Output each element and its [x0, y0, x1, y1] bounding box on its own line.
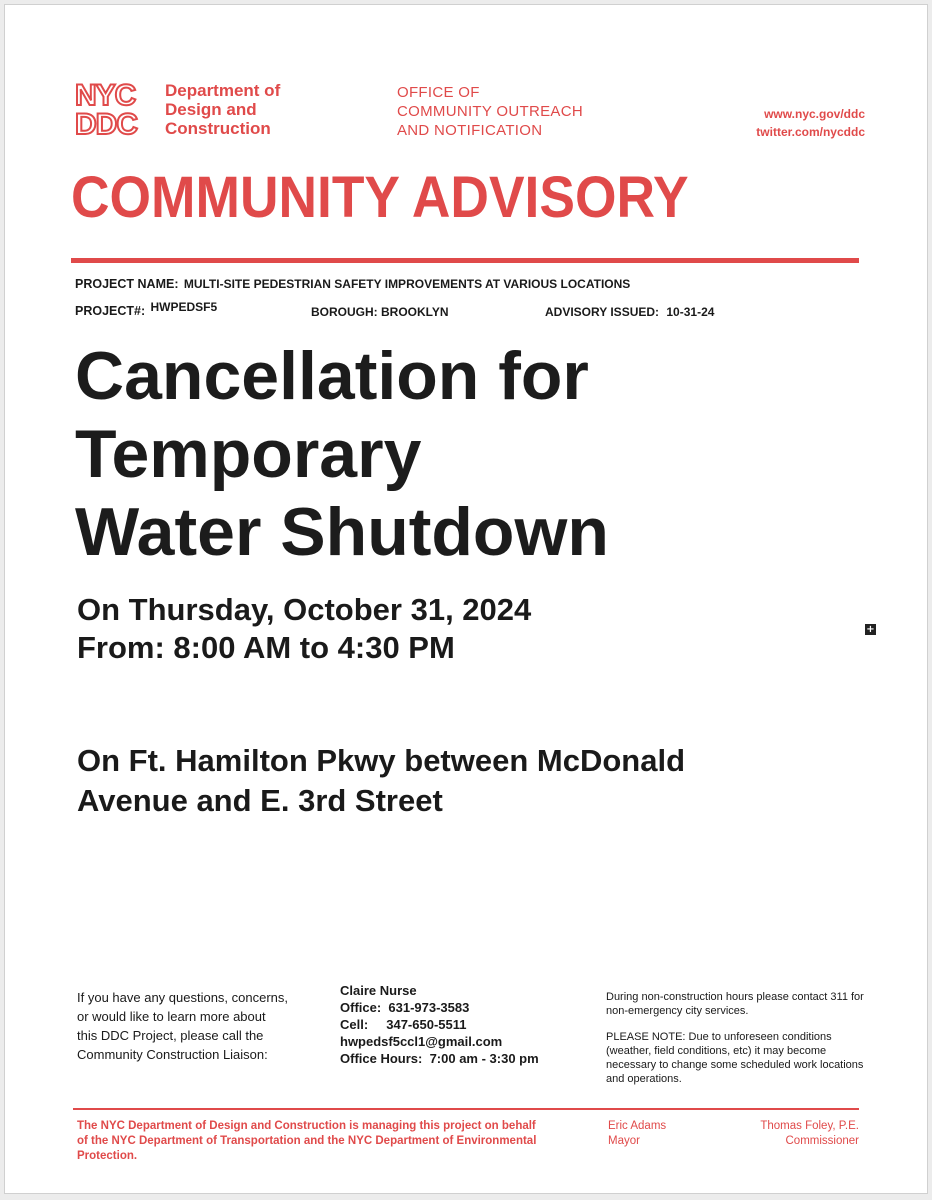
borough-value: BROOKLYN: [381, 305, 449, 319]
nyc-ddc-logo: [73, 79, 159, 137]
liaison-office-hours: Office Hours: 7:00 am - 3:30 pm: [340, 1051, 539, 1066]
plus-icon[interactable]: +: [866, 624, 875, 635]
schedule-date: On Thursday, October 31, 2024: [77, 592, 532, 627]
commissioner-signature: [705, 1119, 859, 1149]
mayor-name: Eric Adams: [608, 1120, 667, 1132]
office-name: OFFICE OF COMMUNITY OUTREACH AND NOTIFICATION: [397, 84, 583, 139]
commissioner-title: Commissioner: [785, 1135, 859, 1147]
issued-label: ADVISORY ISSUED:: [545, 305, 660, 319]
department-name: Department of Design and Construction: [165, 81, 281, 138]
project-number-row: [75, 300, 218, 318]
questions-text: If you have any questions, concerns, or would like to learn more about this DDC Project, please call the Community Construction Liaison:: [77, 990, 289, 1062]
headline: Cancellation for Temporary Water Shutdown: [75, 338, 609, 570]
project-number-label: PROJECT#:: [75, 304, 146, 318]
logo-line-1: NYC: [75, 79, 136, 112]
liaison-office-phone: Office: 631-973-3583: [340, 1000, 470, 1015]
project-name-label: PROJECT NAME:: [75, 277, 179, 291]
twitter-link[interactable]: twitter.com/nycddc: [756, 125, 865, 139]
liaison-cell-phone: Cell: 347-650-5511: [340, 1017, 467, 1032]
title-divider: [71, 258, 859, 263]
project-name-row: [75, 277, 630, 291]
web-links: [705, 105, 865, 141]
project-number-value: HWPEDSF5: [150, 300, 218, 314]
schedule: [77, 591, 531, 667]
commissioner-name: Thomas Foley, P.E.: [760, 1120, 859, 1132]
liaison-contact: [340, 982, 539, 1067]
mayor-signature: [608, 1119, 666, 1149]
footer-divider: [73, 1108, 859, 1110]
mayor-title: Mayor: [608, 1135, 640, 1147]
website-link[interactable]: www.nyc.gov/ddc: [764, 107, 865, 121]
location: On Ft. Hamilton Pkwy between McDonald Avenue and E. 3rd Street: [77, 743, 686, 818]
please-note: PLEASE NOTE: Due to unforeseen conditions (weather, field conditions, etc) it may become necessary to change some scheduled work locations and operations.: [606, 1031, 864, 1085]
advisory-title: COMMUNITY ADVISORY: [71, 165, 689, 230]
borough-label: BOROUGH:: [311, 305, 378, 319]
borough-row: [311, 305, 449, 319]
advisory-page: [4, 4, 928, 1194]
footer-statement: The NYC Department of Design and Construction is managing this project on behalf of the NYC Department of Transportation and the NYC Department of Environmental Protection.: [77, 1120, 537, 1162]
issued-value: 10-31-24: [666, 305, 715, 319]
issued-row: [545, 305, 714, 319]
non-construction-note: During non-construction hours please contact 311 for non-emergency city services.: [606, 991, 864, 1017]
liaison-name: Claire Nurse: [340, 983, 417, 998]
liaison-email[interactable]: hwpedsf5ccl1@gmail.com: [340, 1034, 503, 1049]
schedule-time: From: 8:00 AM to 4:30 PM: [77, 630, 455, 665]
notes: [606, 990, 871, 1098]
project-name-value: MULTI-SITE PEDESTRIAN SAFETY IMPROVEMENTS AT VARIOUS LOCATIONS: [183, 277, 631, 291]
logo-line-2: DDC: [75, 108, 137, 137]
